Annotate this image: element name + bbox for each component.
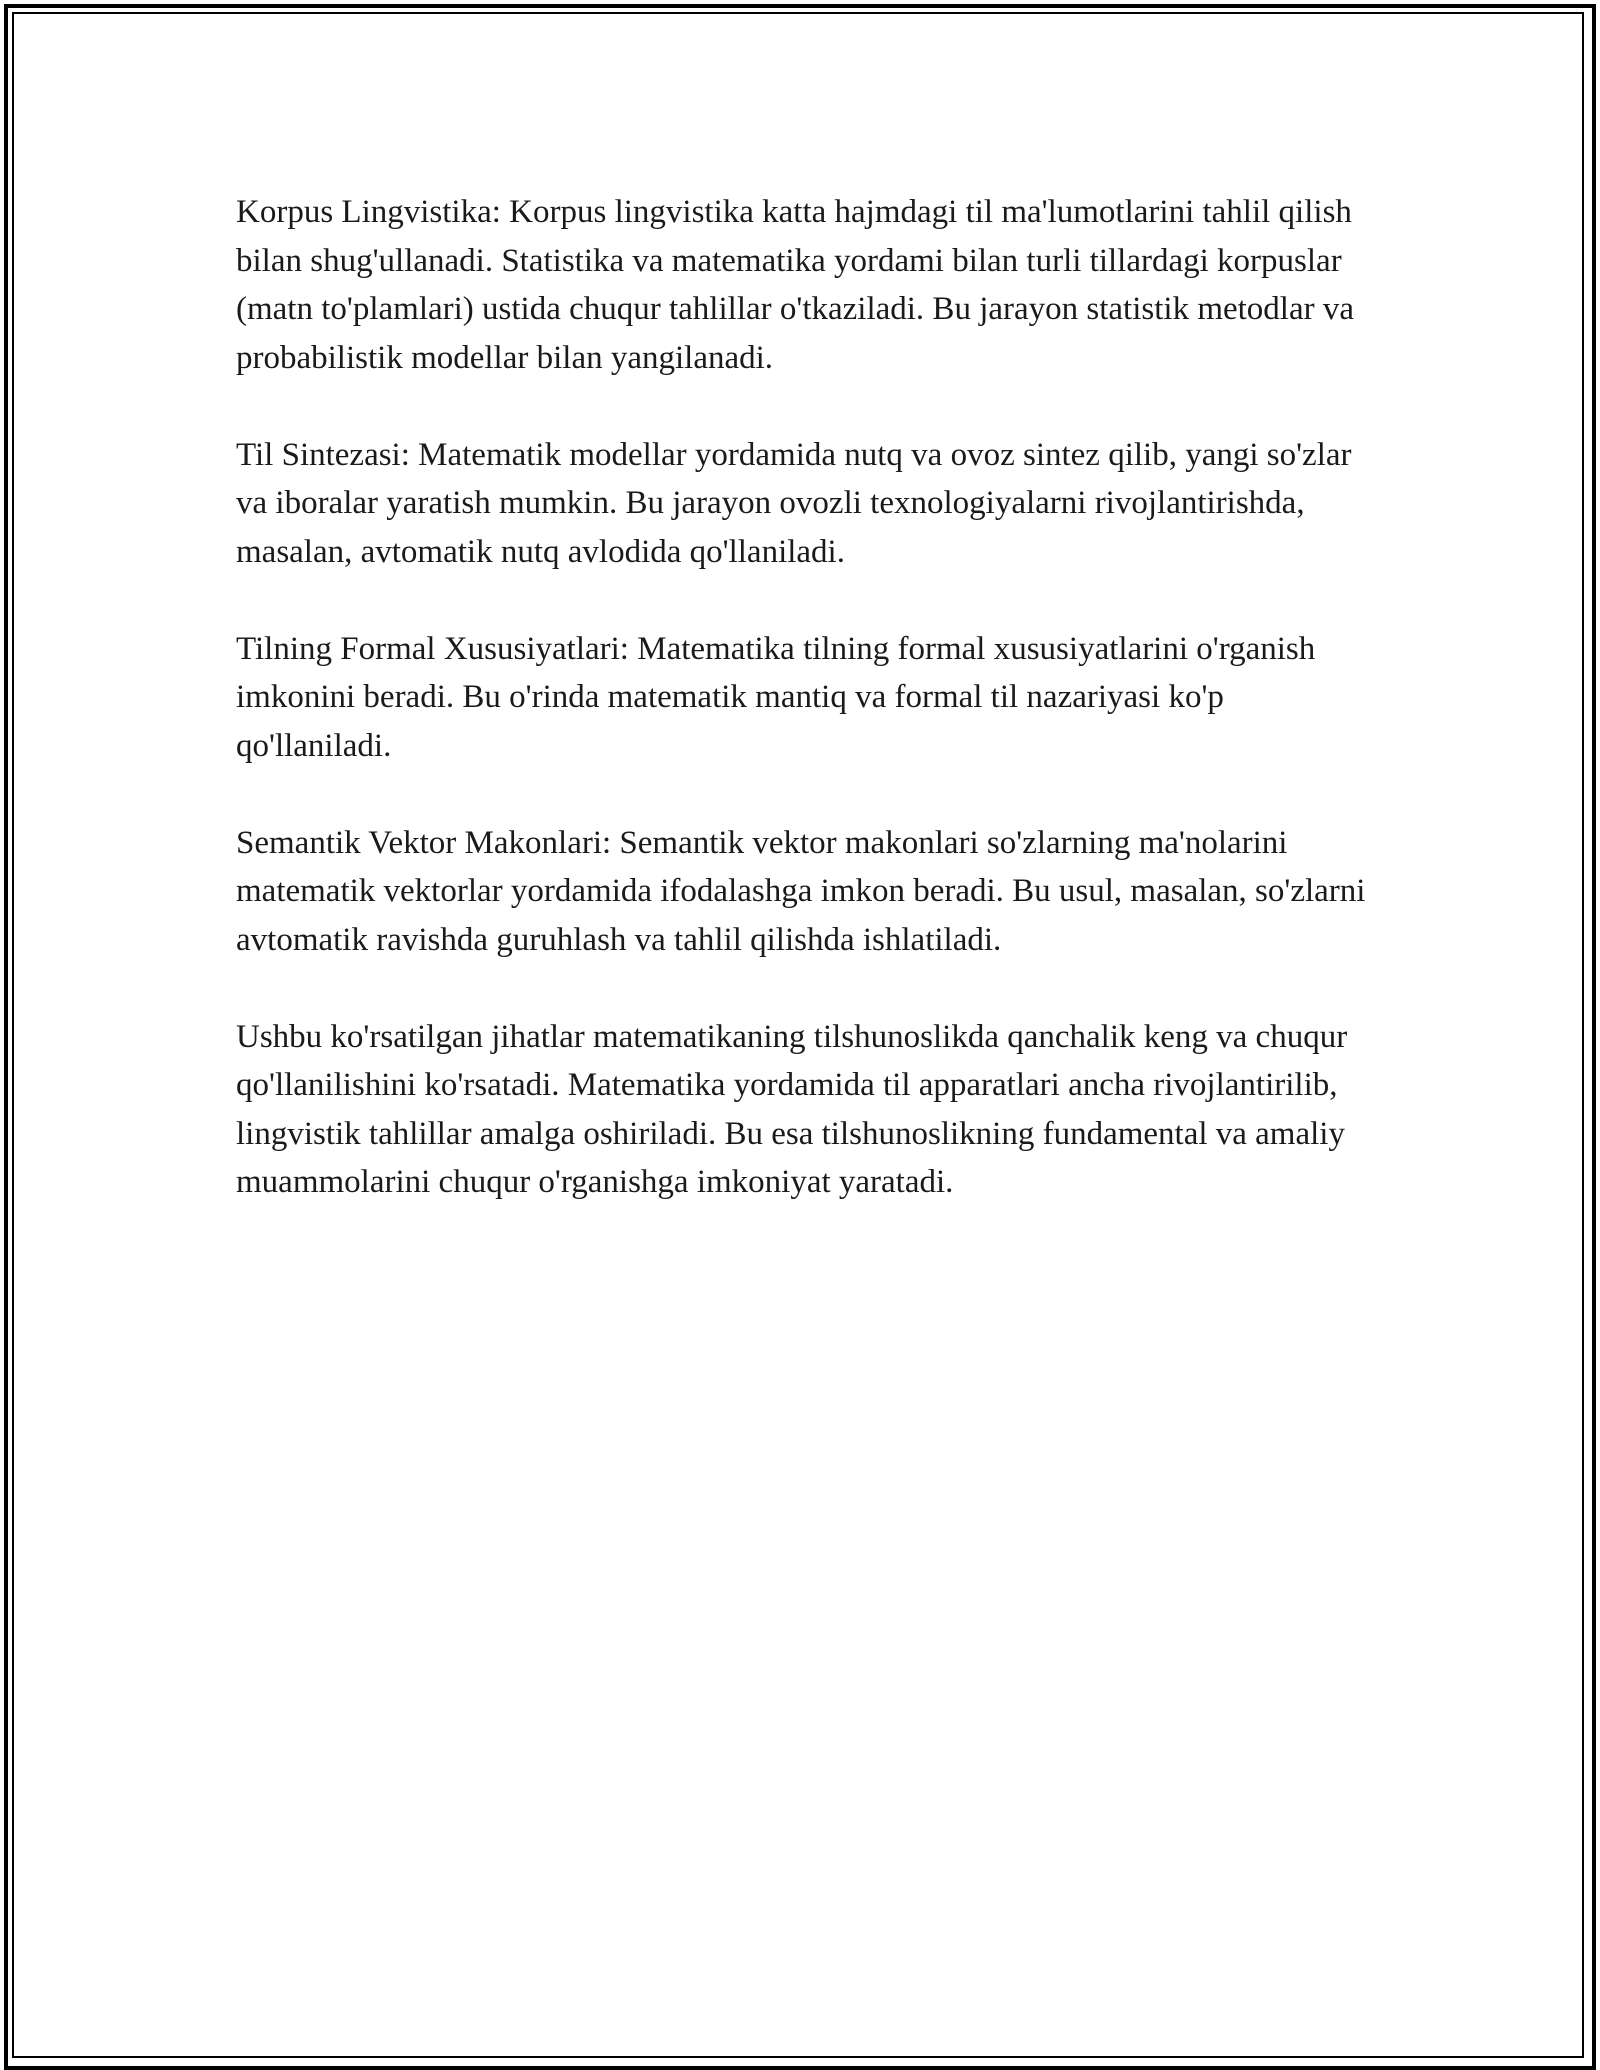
paragraph-korpus-lingvistika: Korpus Lingvistika: Korpus lingvistika katta hajmdagi til ma'lumotlarini tahlil qilish bilan shug'ullanadi. Statistika va matematika yordami bilan turli tillardagi korpuslar (matn to'plamlari) ustida chuqur tahlillar o'tkaziladi. Bu jarayon statistik metodlar va probabilistik modellar bilan yangilanadi. <box>236 194 1355 376</box>
paragraph-til-sintezasi: Til Sintezasi: Matematik modellar yordamida nutq va ovoz sintez qilib, yangi so'zlar va iboralar yaratish mumkin. Bu jarayon ovozli texnologiyalarni rivojlantirishda, masalan, avtomatik nutq avlodida qo'llaniladi. <box>236 436 1352 570</box>
paragraph-tilning-formal-xususiyatlari: Tilning Formal Xususiyatlari: Matematika tilning formal xususiyatlarini o'rganish imkonini beradi. Bu o'rinda matematik mantiq va formal til nazariyasi ko'p qo'llaniladi. <box>236 630 1316 764</box>
document-body <box>236 188 1366 1255</box>
paragraph-semantik-vektor-makonlari: Semantik Vektor Makonlari: Semantik vektor makonlari so'zlarning ma'nolarini matematik vektorlar yordamida ifodalashga imkon beradi. Bu usul, masalan, so'zlarni avtomatik ravishda guruhlash va tahlil qilishda ishlatiladi. <box>236 824 1366 958</box>
paragraph-conclusion: Ushbu ko'rsatilgan jihatlar matematikaning tilshunoslikda qanchalik keng va chuqur qo'llanilishini ko'rsatadi. Matematika yordamida til apparatlari ancha rivojlantirilib, lingvistik tahlillar amalga oshiriladi. Bu esa tilshunoslikning fundamental va amaliy muammolarini chuqur o'rganishga imkoniyat yaratadi. <box>236 1018 1348 1200</box>
